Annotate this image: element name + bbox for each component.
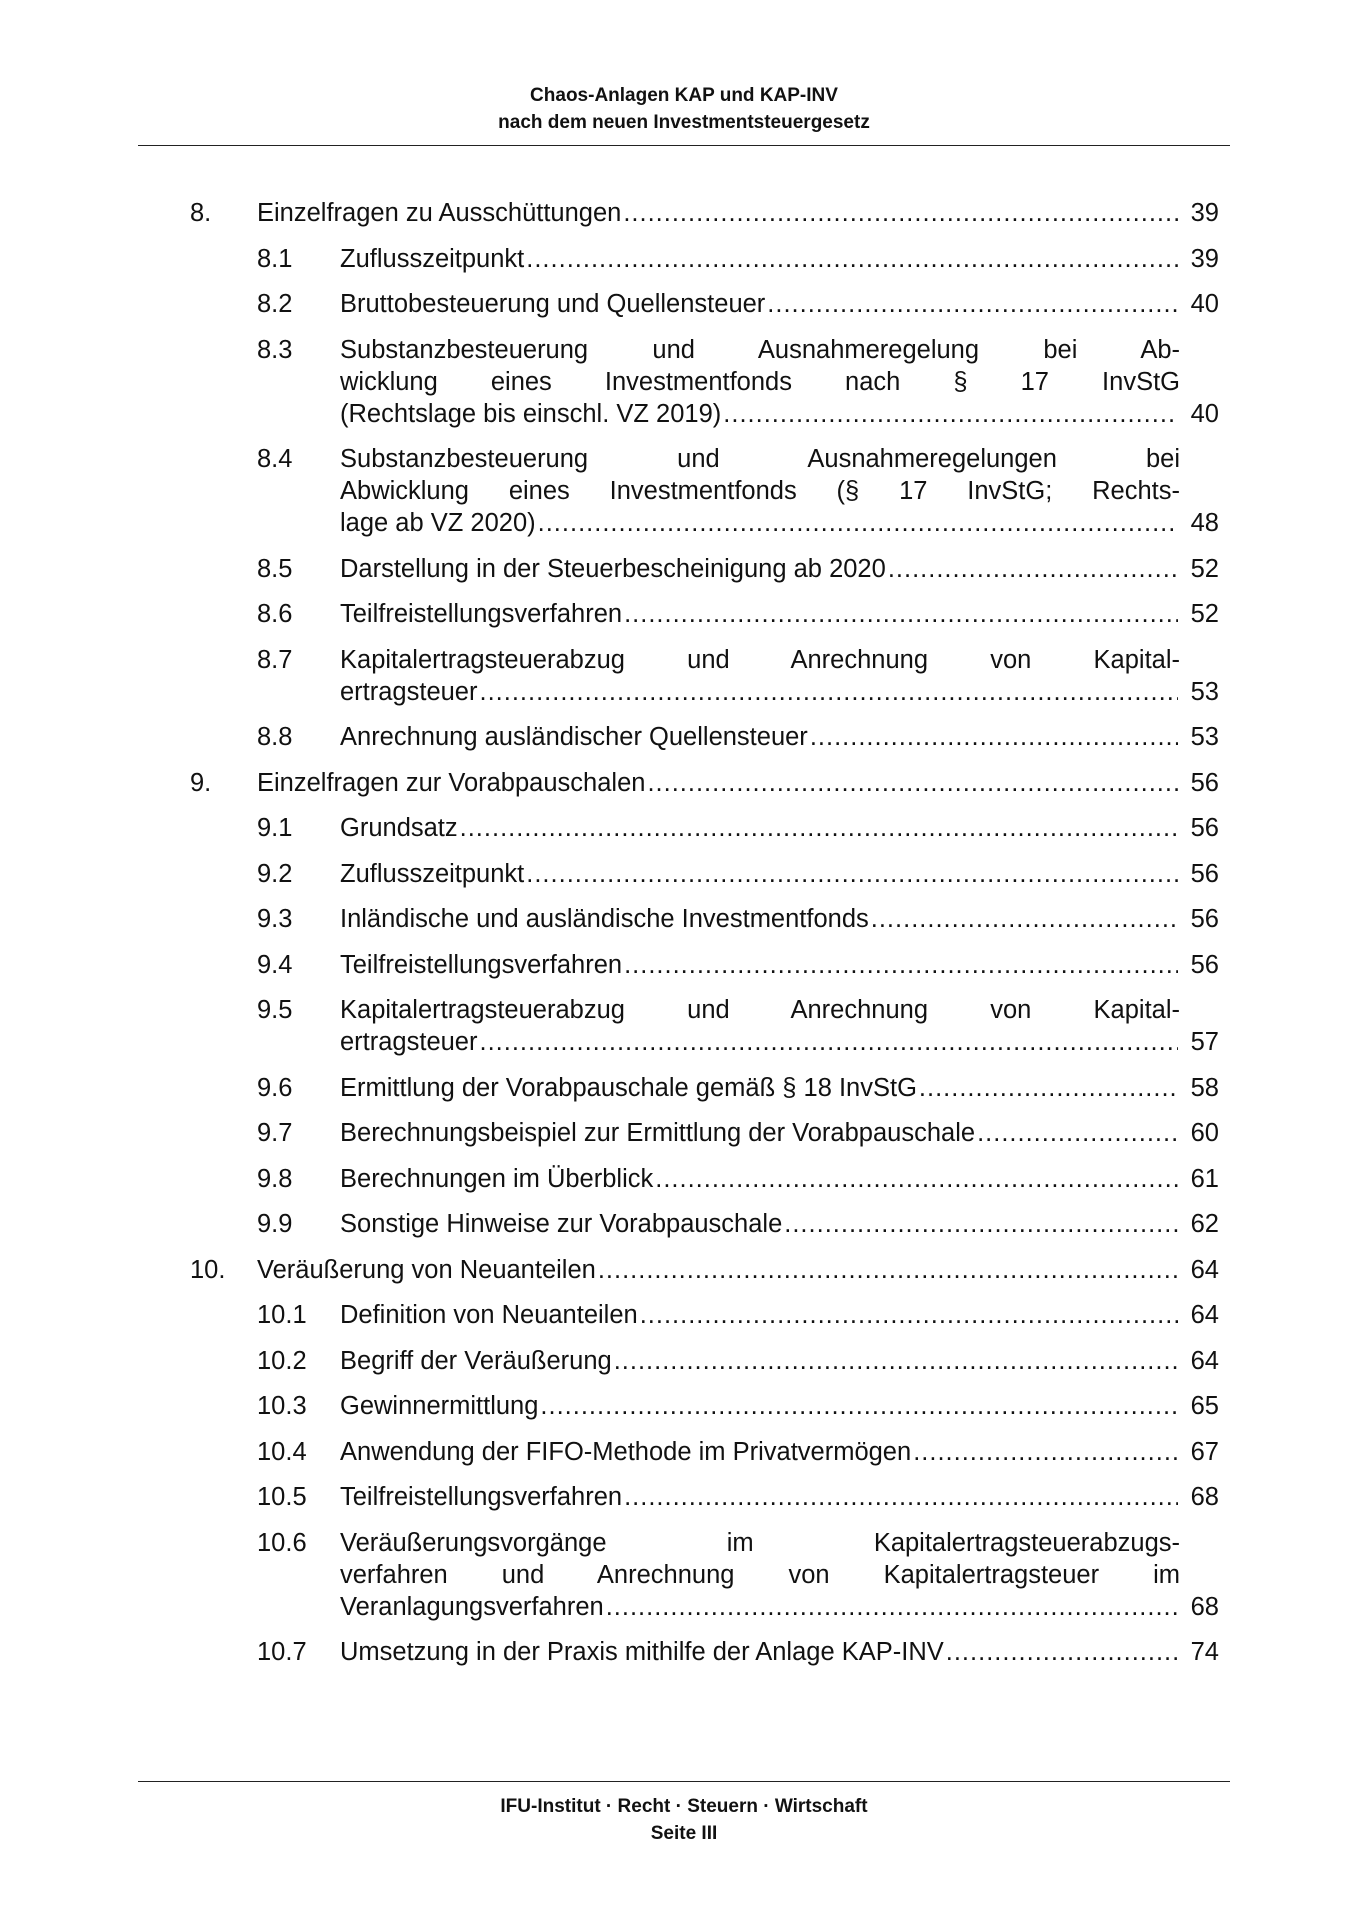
dot-leader [606,1591,1178,1623]
toc-number: 9.2 [257,859,293,888]
toc-title-line: Veranlagungsverfahren [340,1592,604,1621]
toc-entry-10-6[interactable] [0,1527,1358,1623]
toc-page: 56 [1190,859,1219,888]
dot-leader [919,1072,1178,1104]
toc-page: 40 [1190,399,1219,428]
toc-page: 52 [1190,600,1219,628]
dot-leader [538,507,1178,539]
toc-entry-8-6[interactable] [0,598,1358,630]
dot-leader [640,1299,1178,1331]
toc-page: 53 [1190,677,1219,706]
toc-page: 56 [1190,905,1219,933]
toc-title: Einzelfragen zur Vorabpauschalen [257,768,646,797]
toc-number: 8.1 [257,244,293,273]
toc-title: Ermittlung der Vorabpauschale gemäß § 18 InvStG [340,1073,917,1102]
toc-page: 74 [1190,1638,1219,1666]
toc-number: 9.5 [257,996,293,1024]
dot-leader [784,1208,1178,1240]
header-subtitle: nach dem neuen Investmentsteuergesetz [498,112,870,133]
toc-number: 8.5 [257,554,293,583]
toc-entry-8-2[interactable] [0,288,1358,320]
toc-number: 9.6 [257,1073,293,1102]
dot-leader [767,288,1178,320]
page-footer [138,1793,1230,1847]
header-rule [138,145,1230,146]
toc-entry-9-2[interactable] [0,858,1358,890]
toc-entry-9-3[interactable] [0,903,1358,935]
toc-page: 61 [1190,1164,1219,1193]
toc-entry-9-8[interactable] [0,1163,1358,1195]
toc-page: 39 [1190,244,1219,273]
dot-leader [647,767,1178,799]
toc-page: 68 [1190,1592,1219,1621]
footer-page-number: Seite III [650,1823,718,1844]
toc-entry-10-5[interactable] [0,1481,1358,1513]
toc-page: 39 [1190,199,1219,227]
toc-number: 10. [190,1255,226,1284]
toc-number: 9.9 [257,1210,293,1238]
toc-title: Teilfreistellungsverfahren [340,950,623,979]
toc-title-line: Substanzbesteuerung und Ausnahmeregelungen bei [340,445,1180,473]
toc-entry-8[interactable] [0,197,1358,229]
toc-title-line: (Rechtslage bis einschl. VZ 2019) [340,399,722,428]
toc-title: Umsetzung in der Praxis mithilfe der Anlage KAP-INV [340,1638,944,1666]
toc-number: 8.2 [257,290,293,318]
toc-number: 10.4 [257,1437,307,1466]
toc-page: 64 [1190,1301,1219,1329]
toc-title-line: Kapitalertragsteuerabzug und Anrechnung von Kapital- [340,645,1180,674]
toc-page: 62 [1190,1210,1219,1238]
toc-entry-9-5[interactable] [0,994,1358,1058]
toc-entry-8-3[interactable] [0,334,1358,430]
toc-title: Inländische und ausländische Investmentfonds [340,905,869,933]
page-header [138,82,1230,136]
toc-number: 9.7 [257,1119,293,1147]
toc-number: 8.7 [257,645,293,674]
toc-page: 52 [1190,554,1219,583]
dot-leader [480,1026,1179,1058]
toc-entry-8-4[interactable] [0,443,1358,539]
toc-title: Gewinnermittlung [340,1392,539,1420]
toc-title-line: ertragsteuer [340,677,478,706]
toc-page: 60 [1190,1119,1219,1147]
toc-number: 10.2 [257,1346,307,1375]
toc-title-line: Kapitalertragsteuerabzug und Anrechnung von Kapital- [340,996,1180,1024]
toc-entry-9-1[interactable] [0,812,1358,844]
dot-leader [977,1117,1178,1149]
toc-title-line: Substanzbesteuerung und Ausnahmeregelung bei Ab- [340,335,1180,364]
dot-leader [624,949,1178,981]
dot-leader [888,553,1178,585]
toc-number: 9.8 [257,1164,293,1193]
toc-page: 67 [1190,1437,1219,1466]
toc-title: Teilfreistellungsverfahren [340,1483,623,1511]
toc-title-line: ertragsteuer [340,1028,478,1056]
toc-number: 10.6 [257,1528,307,1557]
toc-number: 9.4 [257,950,293,979]
toc-page: 40 [1190,290,1219,318]
toc-entry-9[interactable] [0,767,1358,799]
toc-number: 9.3 [257,905,293,933]
toc-page: 56 [1190,768,1219,797]
dot-leader [913,1436,1178,1468]
toc-entry-9-4[interactable] [0,949,1358,981]
toc-title: Anwendung der FIFO-Methode im Privatvermögen [340,1437,912,1466]
toc-title: Einzelfragen zu Ausschüttungen [257,199,622,227]
toc-title: Sonstige Hinweise zur Vorabpauschale [340,1210,783,1238]
dot-leader [810,721,1178,753]
toc-page: 56 [1190,950,1219,979]
toc-number: 10.7 [257,1638,307,1666]
dot-leader [460,812,1178,844]
toc-number: 8.3 [257,335,293,364]
toc-entry-10-1[interactable] [0,1299,1358,1331]
toc-title: Veräußerung von Neuanteilen [257,1255,596,1284]
toc-entry-10-7[interactable] [0,1636,1358,1668]
toc-page: 48 [1190,509,1219,537]
table-of-contents [0,197,1358,1682]
toc-entry-8-7[interactable] [0,644,1358,708]
dot-leader [598,1254,1178,1286]
dot-leader [526,858,1178,890]
toc-title-line: verfahren und Anrechnung von Kapitalertragsteuer im [340,1560,1180,1589]
dot-leader [946,1636,1178,1668]
toc-number: 10.3 [257,1392,307,1420]
toc-number: 9.1 [257,814,293,842]
toc-page: 64 [1190,1255,1219,1284]
toc-number: 8.4 [257,445,293,473]
toc-title-line: wicklung eines Investmentfonds nach § 17 InvStG [340,367,1180,396]
dot-leader [526,243,1178,275]
dot-leader [723,398,1178,430]
dot-leader [655,1163,1178,1195]
toc-title: Berechnungsbeispiel zur Ermittlung der Vorabpauschale [340,1119,976,1147]
toc-entry-10-3[interactable] [0,1390,1358,1422]
toc-number: 9. [190,768,212,797]
dot-leader [871,903,1178,935]
toc-title-line: Veräußerungsvorgänge im Kapitalertragsteuerabzugs- [340,1528,1180,1557]
toc-page: 65 [1190,1392,1219,1420]
toc-title: Teilfreistellungsverfahren [340,600,623,628]
toc-number: 10.5 [257,1483,307,1511]
toc-title-line: Abwicklung eines Investmentfonds (§ 17 InvStG; Rechts- [340,477,1180,505]
footer-institute: IFU-Institut · Recht · Steuern · Wirtschaft [500,1796,868,1817]
toc-page: 56 [1190,814,1219,842]
toc-entry-10-2[interactable] [0,1345,1358,1377]
footer-rule [138,1781,1230,1782]
toc-entry-8-8[interactable] [0,721,1358,753]
dot-leader [480,676,1179,708]
dot-leader [614,1345,1178,1377]
toc-title: Bruttobesteuerung und Quellensteuer [340,290,766,318]
dot-leader [624,1481,1178,1513]
toc-title-line: lage ab VZ 2020) [340,509,536,537]
toc-title: Anrechnung ausländischer Quellensteuer [340,723,808,751]
toc-page: 58 [1190,1073,1219,1102]
toc-entry-9-6[interactable] [0,1072,1358,1104]
toc-entry-10[interactable] [0,1254,1358,1286]
toc-title: Zuflusszeitpunkt [340,244,525,273]
toc-title: Berechnungen im Überblick [340,1164,654,1193]
header-title: Chaos-Anlagen KAP und KAP-INV [530,85,838,106]
toc-title: Zuflusszeitpunkt [340,859,525,888]
toc-page: 64 [1190,1346,1219,1375]
dot-leader [540,1390,1178,1422]
dot-leader [624,598,1178,630]
toc-entry-9-7[interactable] [0,1117,1358,1149]
toc-title: Begriff der Veräußerung [340,1346,612,1375]
toc-number: 8.8 [257,723,293,751]
toc-entry-8-5[interactable] [0,553,1358,585]
toc-number: 8.6 [257,600,293,628]
dot-leader [623,197,1178,229]
toc-number: 8. [190,199,212,227]
toc-page: 53 [1190,723,1219,751]
toc-title: Definition von Neuanteilen [340,1301,638,1329]
toc-title: Grundsatz [340,814,458,842]
toc-entry-9-9[interactable] [0,1208,1358,1240]
toc-entry-10-4[interactable] [0,1436,1358,1468]
toc-page: 68 [1190,1483,1219,1511]
toc-entry-8-1[interactable] [0,243,1358,275]
toc-title: Darstellung in der Steuerbescheinigung ab 2020 [340,554,886,583]
toc-page: 57 [1190,1028,1219,1056]
toc-number: 10.1 [257,1301,307,1329]
